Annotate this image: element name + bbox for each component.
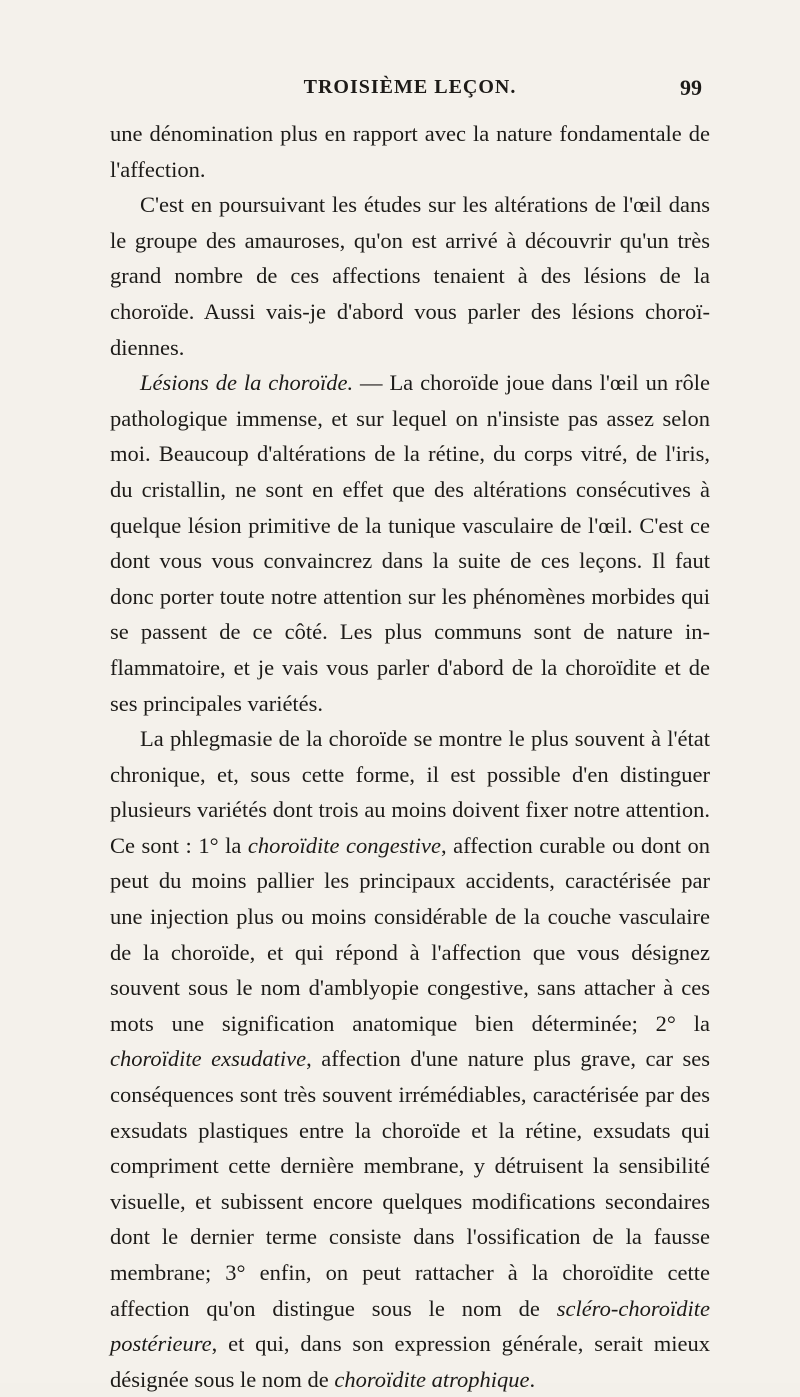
- body-text: [110, 116, 710, 1397]
- text-run: , et qui, dans son expression générale, serait mieux désignée sous le nom de: [110, 1331, 710, 1392]
- text-run: , affection d'une nature plus grave, car ses conséquences sont très souvent irrémédiables, caractérisée par des exsudats plastiques entre la choroïde et la rétine, exsudats qui compriment cette dernière membrane, y détruisent la sensibilité visuelle, et subissent encore quelques modifications secondaires dont le dernier terme consiste dans l'ossification de la fausse membrane; 3° enfin, on peut rattacher à la choroïdite cette affection qu'on distingue sous le nom de: [110, 1046, 710, 1321]
- italic-text: choroïdite exsudative: [110, 1046, 307, 1072]
- paragraph-2: [110, 187, 710, 365]
- italic-text: scléro-choroïdite postérieure: [110, 1295, 710, 1357]
- paragraph-4: [110, 721, 710, 1397]
- text-run: La phlegmasie de la choroïde se montre le plus souvent à l'état chronique, et, sous cette forme, il est possible d'en distinguer plusieurs variétés dont trois au moins doivent fixer notre attention. Ce sont : 1° la: [110, 726, 710, 858]
- text-run: .: [529, 1366, 536, 1392]
- text-run: une dénomination plus en rapport avec la nature fondamentale de l'affection.: [110, 121, 710, 182]
- paragraph-1: [110, 116, 710, 187]
- italic-text: choroïdite atrophique: [334, 1366, 530, 1392]
- page-number: 99: [680, 75, 702, 100]
- text-run: — La choroïde joue dans l'œil un rôle pathologique immense, et sur lequel on n'insiste pas assez selon moi. Beaucoup d'altérations de la rétine, du corps vitré, de l'iris, du cristallin, ne sont en effet que des altérations consécutives à quelque lésion primitive de la tunique vasculaire de l'œil. C'est ce dont vous vous convaincrez dans la suite de ces leçons. Il faut donc porter toute notre attention sur les phénomènes morbides qui se passent de ce côté. Les plus communs sont de nature inflammatoire, et je vais vous parler d'abord de la choroïdite et de ses principales variétés.: [110, 370, 710, 716]
- text-run: , affection curable ou dont on peut du moins pallier les principaux accidents, caractérisée par une injection plus ou moins considérable de la couche vasculaire de la choroïde, et qui répond à l'affection que vous désignez souvent sous le nom d'amblyopie congestive, sans attacher à ces mots une signification anatomique bien déterminée; 2° la: [110, 832, 710, 1036]
- italic-text: choroïdite congestive: [247, 832, 441, 858]
- text-run: C'est en poursuivant les études sur les altérations de l'œil dans le groupe des amauroses, qu'on est arrivé à découvrir qu'un très grand nombre de ces affections tenaient à des lésions de la choroïde. Aussi vais-je d'abord vous parler des lésions choroïdiennes.: [110, 192, 710, 360]
- paragraph-3: [110, 365, 710, 721]
- running-title: TROISIÈME LEÇON.: [303, 76, 517, 98]
- italic-text: Lésions de la choroïde.: [140, 370, 354, 396]
- running-head: [110, 76, 710, 106]
